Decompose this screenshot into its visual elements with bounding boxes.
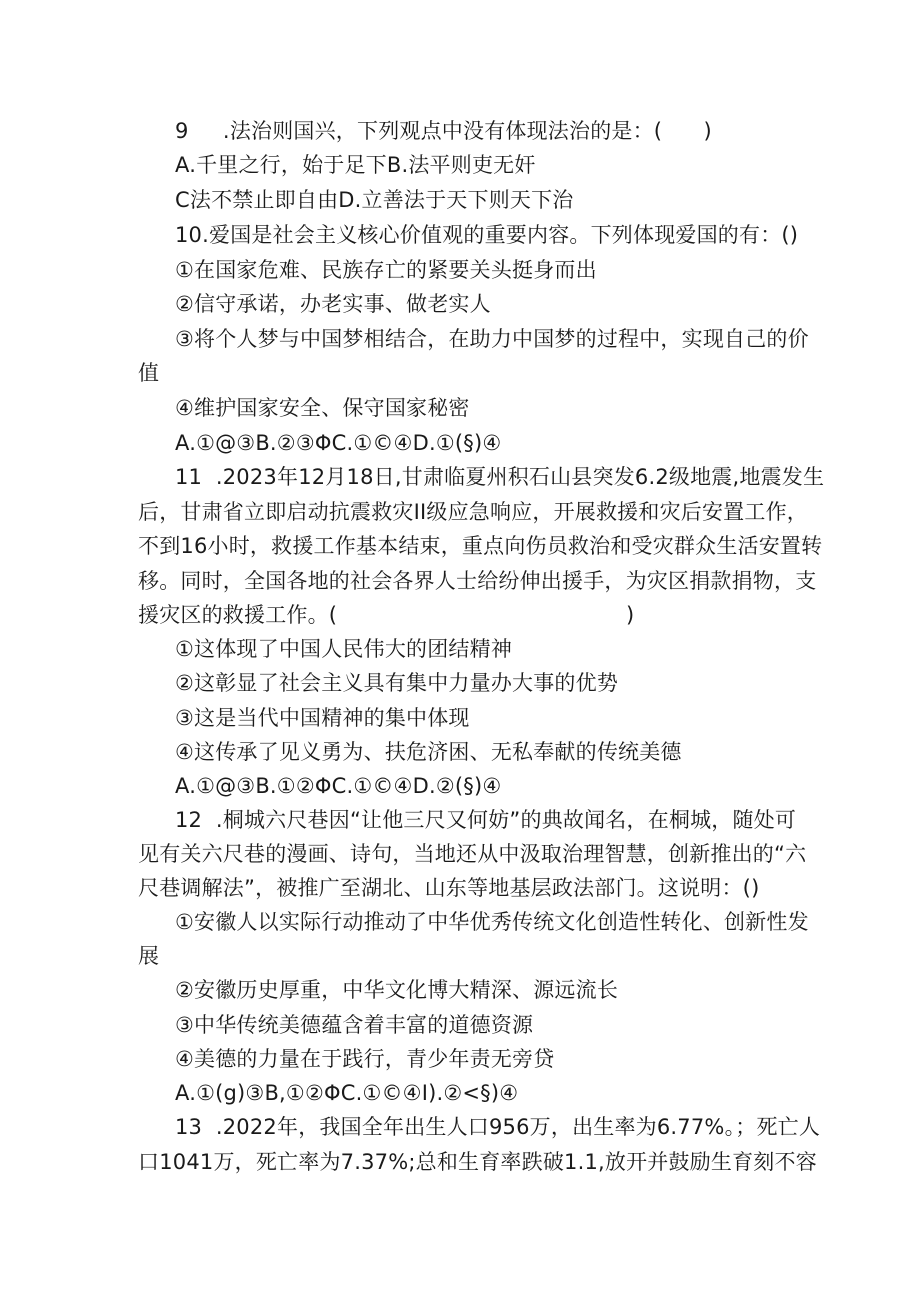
question-11-statement-3: ③这是当代中国精神的集中体现 [175,706,470,730]
question-10-stem: 10.爱国是社会主义核心价值观的重要内容。下列体现爱国的有：() [175,223,799,247]
question-13-stem-line-2: 口1041万，死亡率为7.37%;总和生育率跌破1.1,放开并鼓励生育刻不容 [138,1150,817,1174]
question-11-statement-4: ④这传承了见义勇为、扶危济困、无私奉献的传统美德 [175,740,682,764]
question-9-options-cd: C法不禁止即自由D.立善法于天下则天下治 [175,188,574,212]
question-12-stem-line-2: 见有关六尺巷的漫画、诗句，当地还从中汲取治理智慧，创新推出的“六 [138,842,807,866]
question-12-statement-2: ②安徽历史厚重，中华文化博大精深、源远流长 [175,978,619,1002]
question-10-statement-2: ②信守承诺，办老实事、做老实人 [175,292,491,316]
question-9-stem: 9 .法治则国兴，下列观点中没有体现法治的是：( ) [175,119,712,143]
question-12-stem: 12 .桐城六尺巷因“让他三尺又何妨”的典故闻名，在桐城，随处可 [175,808,797,832]
question-11-options: A.①@③B.①②ΦC.①©④D.②(§)④ [175,774,502,798]
question-9-options-ab: A.千里之行，始于足下B.法平则吏无奸 [175,153,536,177]
question-12-options: A.①(g)③B,①②ΦC.①©④I).②<§)④ [175,1081,519,1105]
question-10-statement-3: ③将个人梦与中国梦相结合，在助力中国梦的过程中，实现自己的价 [175,327,809,351]
question-10-statement-4: ④维护国家安全、保守国家秘密 [175,396,470,420]
question-11-stem-line-4: 移。同时，全国各地的社会各界人士给纷伸出援手，为灾区捐款捐物，支 [138,569,817,593]
question-12-stem-line-3: 尺巷调解法”，被推广至湖北、山东等地基层政法部门。这说明：() [138,876,760,900]
question-11-stem: 11 .2023年12月18日,甘肃临夏州积石山县突发6.2级地震,地震发生 [175,465,825,489]
question-13-stem: 13 .2022年，我国全年出生人口956万，出生率为6.77%。；死亡人 [175,1115,821,1139]
question-11-stem-line-2: 后，甘肃省立即启动抗震救灾II级应急响应，开展救援和灾后安置工作， [138,500,808,524]
question-12-statement-1: ①安徽人以实际行动推动了中华优秀传统文化创造性转化、创新性发 [175,910,809,934]
question-11-statement-2: ②这彰显了社会主义具有集中力量办大事的优势 [175,671,619,695]
question-12-statement-4: ④美德的力量在于践行，青少年责无旁贷 [175,1047,555,1071]
question-12-statement-3: ③中华传统美德蕴含着丰富的道德资源 [175,1013,534,1037]
question-11-statement-1: ①这体现了中国人民伟大的团结精神 [175,637,513,661]
question-10-statement-1: ①在国家危难、民族存亡的紧要关头挺身而出 [175,258,597,282]
question-11-stem-line-3: 不到16小时，救援工作基本结束，重点向伤员救治和受灾群众生活安置转 [138,534,823,558]
question-11-stem-line-5: 援灾区的救援工作。( ) [138,603,635,627]
question-10-options: A.①@③B.②③ΦC.①©④D.①(§)④ [175,431,502,455]
question-12-statement-1-cont: 展 [138,944,160,968]
question-10-statement-3-cont: 值 [138,361,160,385]
